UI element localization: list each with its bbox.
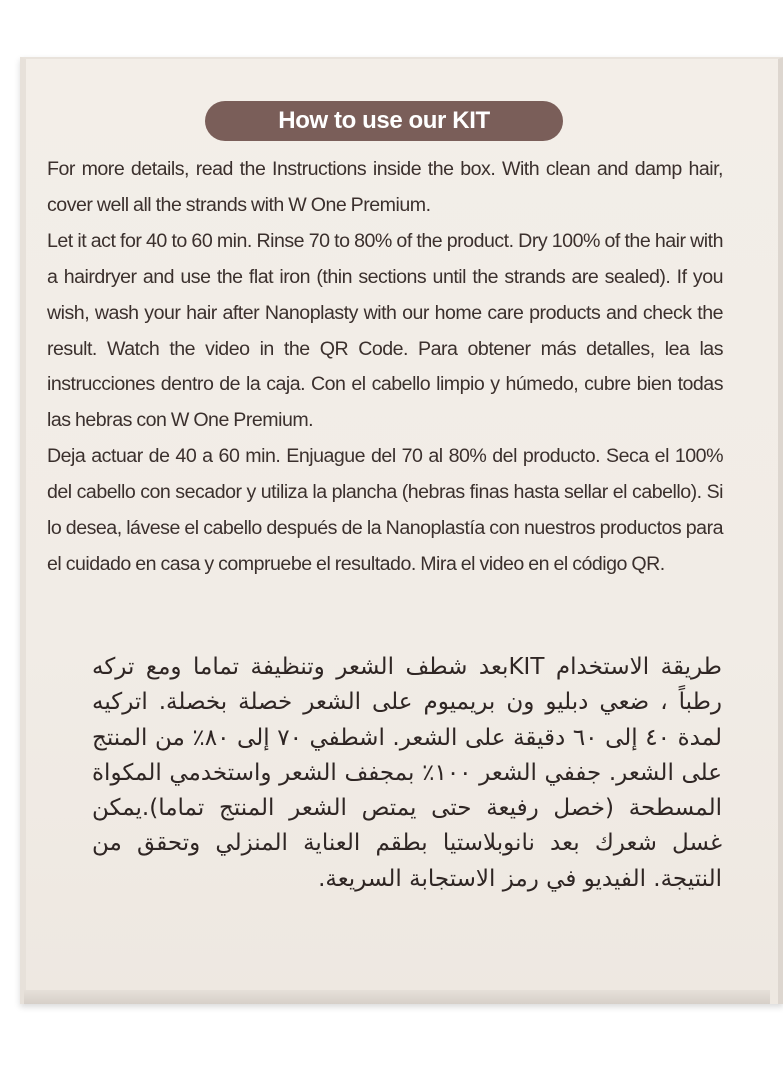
arabic-instructions-text: طريقة الاستخدام KITبعد شطف الشعر وتنظيفة تماما ومع تركه رطباً ، ضعي دبليو ون بريميوم على الشعر خصلة بخصلة. اتركيه لمدة ٤٠ إلى ٦٠ دقيقة على الشعر. اشطفي ٧٠ إلى ٨٠٪ من المنتج على الشعر. جففي الشعر ١٠٠٪ بمجفف الشعر واستخدمي المكواة المسطحة (خصل رفيعة حتى يمتص الشعر المنتج تماما).يمكن غسل شعرك بعد نانوبلاستيا بطقم العناية المنزلي وتحقق من النتيجة. الفيديو في رمز الاستجابة السريعة.	[92, 654, 723, 892]
instructions-paragraph-2: Let it act for 40 to 60 min. Rinse 70 to 80% of the product. Dry 100% of the hair with a hairdryer and use the flat iron (thin sections until the strands are sealed). If you wish, wash your hair after Nanoplasty with our home care products and check the result. Watch the video in the QR Code. Para obtener más detalles, lea las instrucciones dentro de la caja. Con el cabello limpio y húmedo, cubre bien todas las hebras con W One Premium.	[47, 229, 723, 432]
instructions-title-pill: How to use our KIT	[205, 101, 563, 141]
arabic-instructions	[92, 650, 722, 897]
instructions-paragraph-1: For more details, read the Instructions inside the box. With clean and damp hair, cover well all the strands with W One Premium.	[47, 158, 723, 216]
english-spanish-instructions	[47, 152, 723, 583]
instructions-paragraph-3: Deja actuar de 40 a 60 min. Enjuague del 70 al 80% del producto. Seca el 100% del cabello con secador y utiliza la plancha (hebras finas hasta sellar el cabello). Si lo desea, lávese el cabello después de la Nanoplastía con nuestros productos para el cuidado en casa y compruebe el resultado. Mira el video en el código QR.	[47, 445, 723, 575]
box-bottom-edge	[24, 990, 770, 1004]
